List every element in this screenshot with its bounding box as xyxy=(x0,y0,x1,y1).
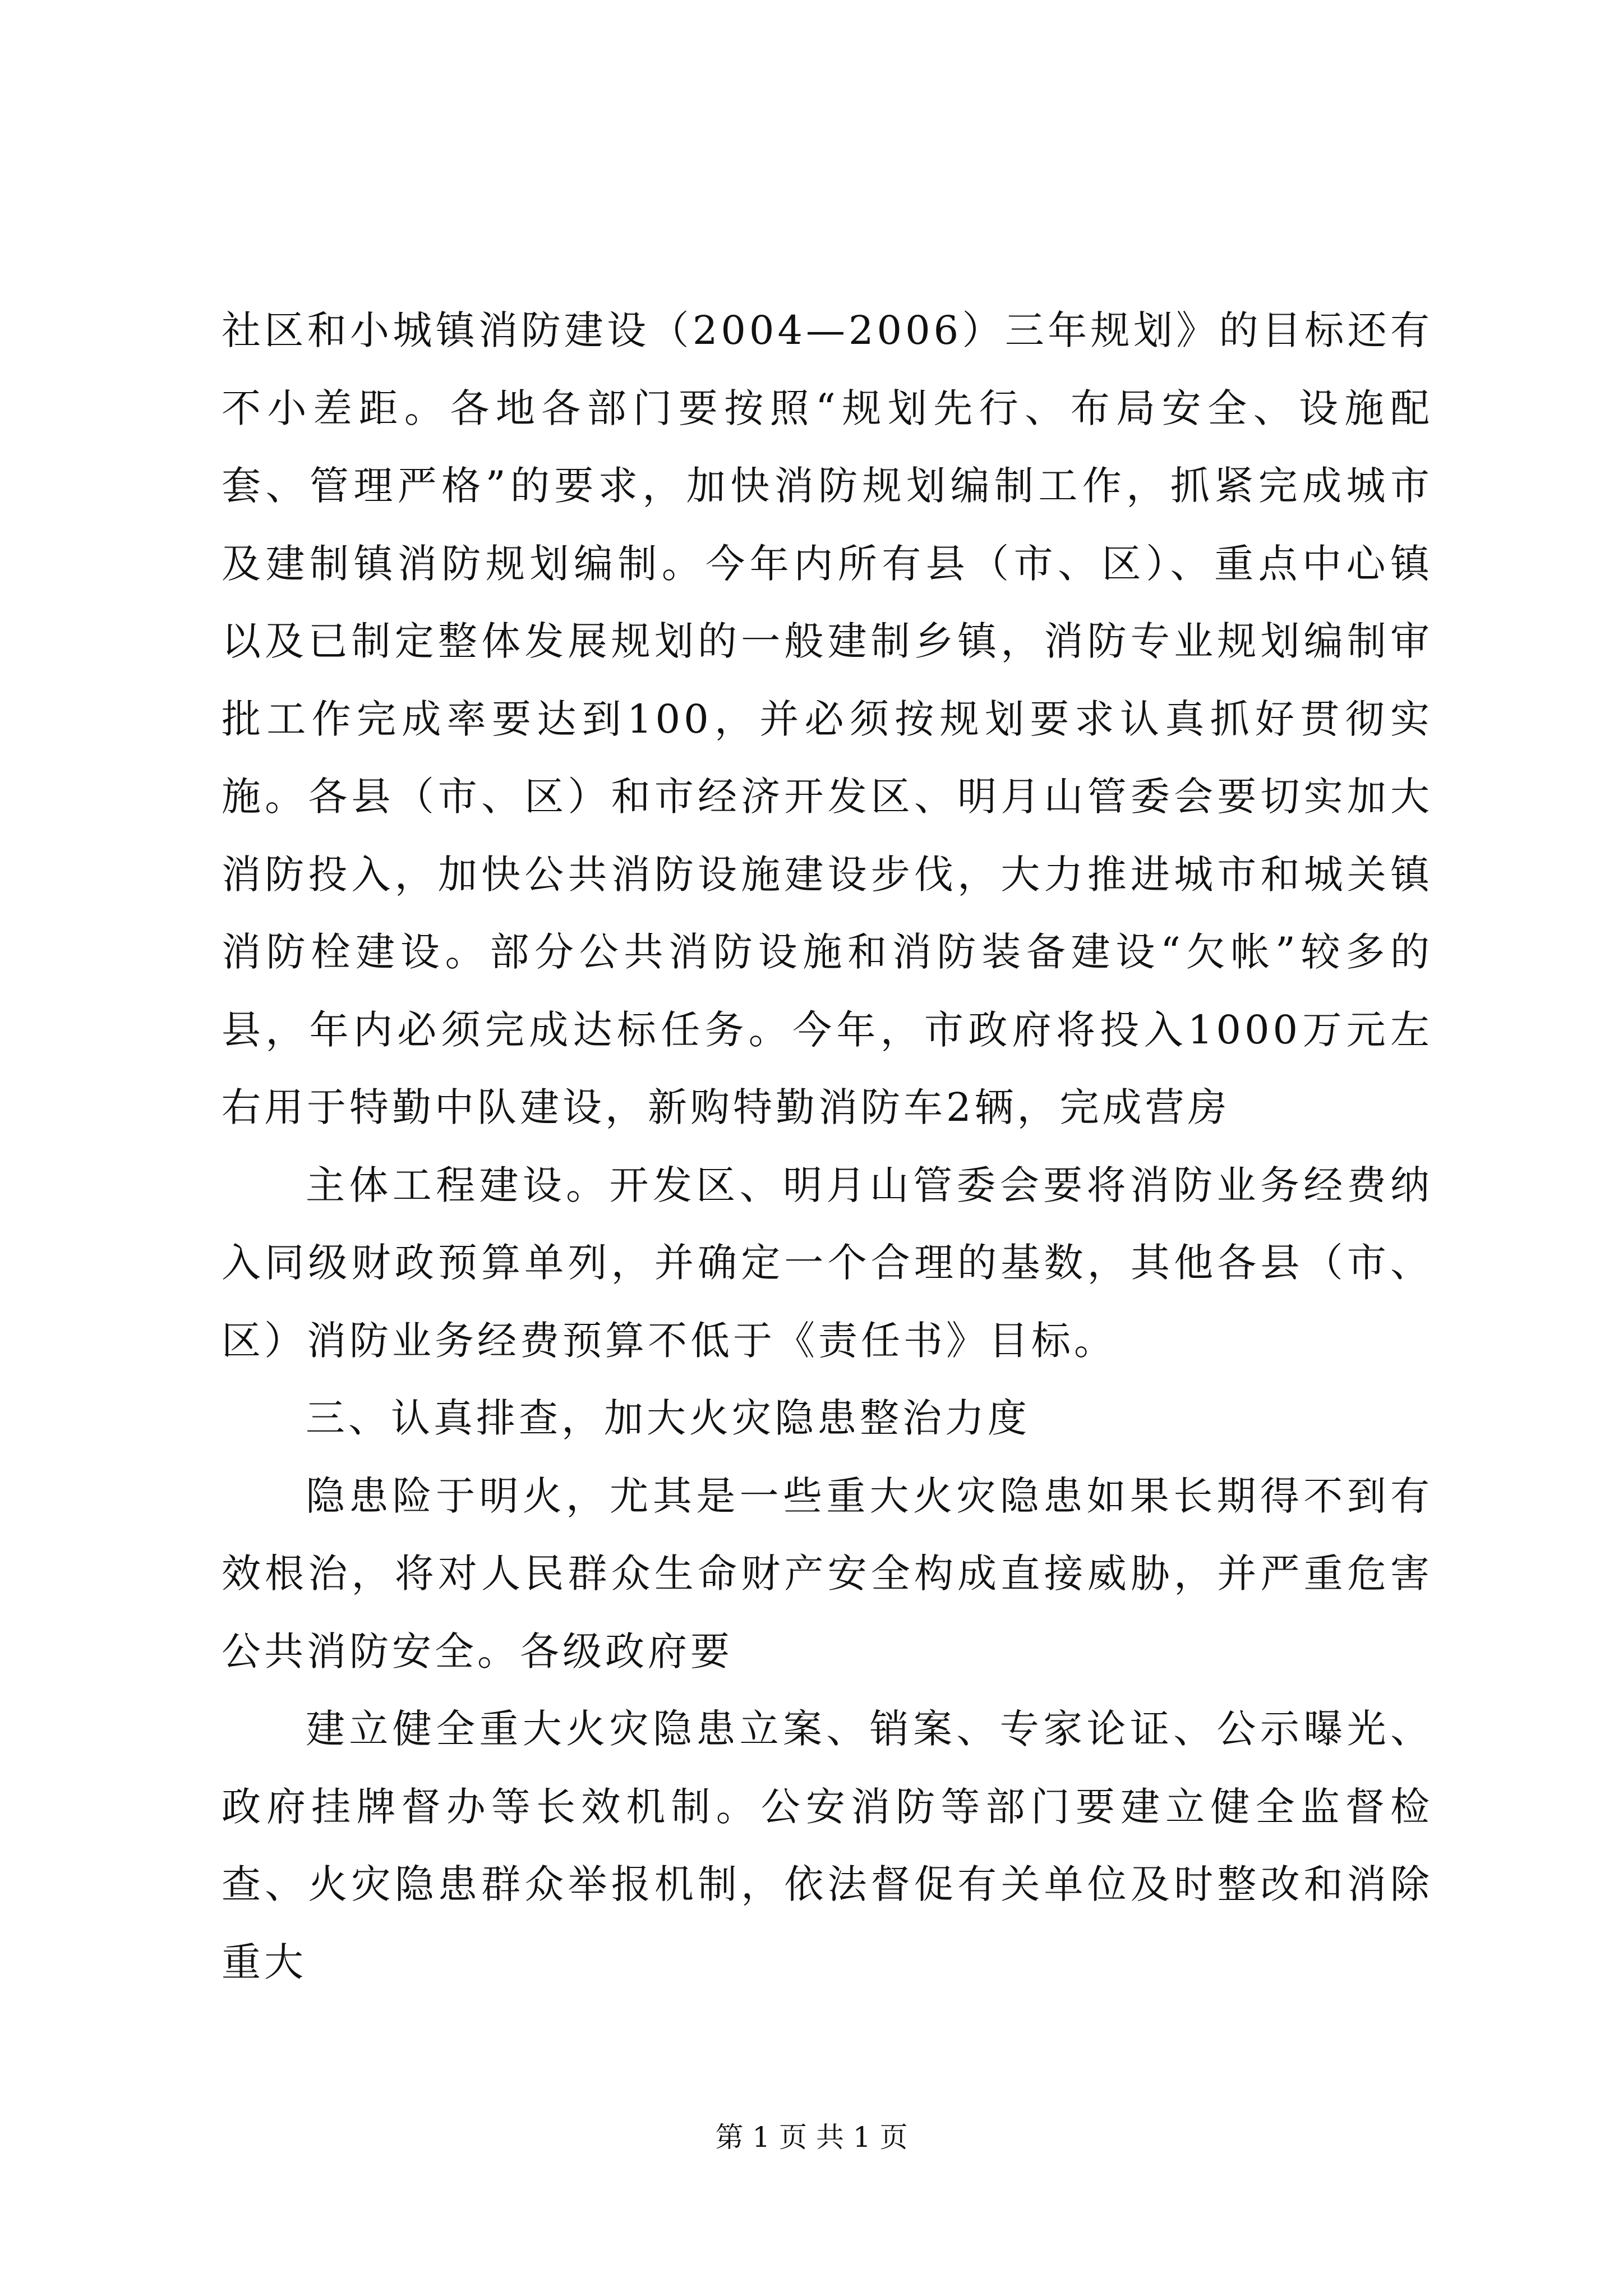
paragraph-planning: 社区和小城镇消防建设（2004—2006）三年规划》的目标还有不小差距。各地各部门要按照“规划先行、布局安全、设施配套、管理严格”的要求，加快消防规划编制工作，抓紧完成城市及建制镇消防规划编制。今年内所有县（市、区）、重点中心镇以及已制定整体发展规划的一般建制乡镇，消防专业规划编制审批工作完成率要达到100，并必须按规划要求认真抓好贯彻实施。各县（市、区）和市经济开发区、明月山管委会要切实加大消防投入，加快公共消防设施建设步伐，大力推进城市和城关镇消防栓建设。部分公共消防设施和消防装备建设“欠帐”较多的县，年内必须完成达标任务。今年，市政府将投入1000万元左右用于特勤中队建设，新购特勤消防车2辆，完成营房 xyxy=(222,307,1433,1130)
page-footer: 第 1 页 共 1 页 xyxy=(715,2121,908,2154)
paragraph-mechanisms: 建立健全重大火灾隐患立案、销案、专家论证、公示曝光、政府挂牌督办等长效机制。公安消防等部门要建立健全监督检查、火灾隐患群众举报机制，依法督促有关单位及时整改和消除重大 xyxy=(222,1706,1433,1985)
document-body xyxy=(222,292,1433,2001)
paragraph-hazards: 隐患险于明火，尤其是一些重大火灾隐患如果长期得不到有效根治，将对人民群众生命财产安全构成直接威胁，并严重危害公共消防安全。各级政府要 xyxy=(222,1473,1433,1674)
section-heading: 三、认真排查，加大火灾隐患整治力度 xyxy=(306,1395,1030,1441)
paragraph-funding: 主体工程建设。开发区、明月山管委会要将消防业务经费纳入同级财政预算单列，并确定一个合理的基数，其他各县（市、区）消防业务经费预算不低于《责任书》目标。 xyxy=(222,1162,1433,1364)
